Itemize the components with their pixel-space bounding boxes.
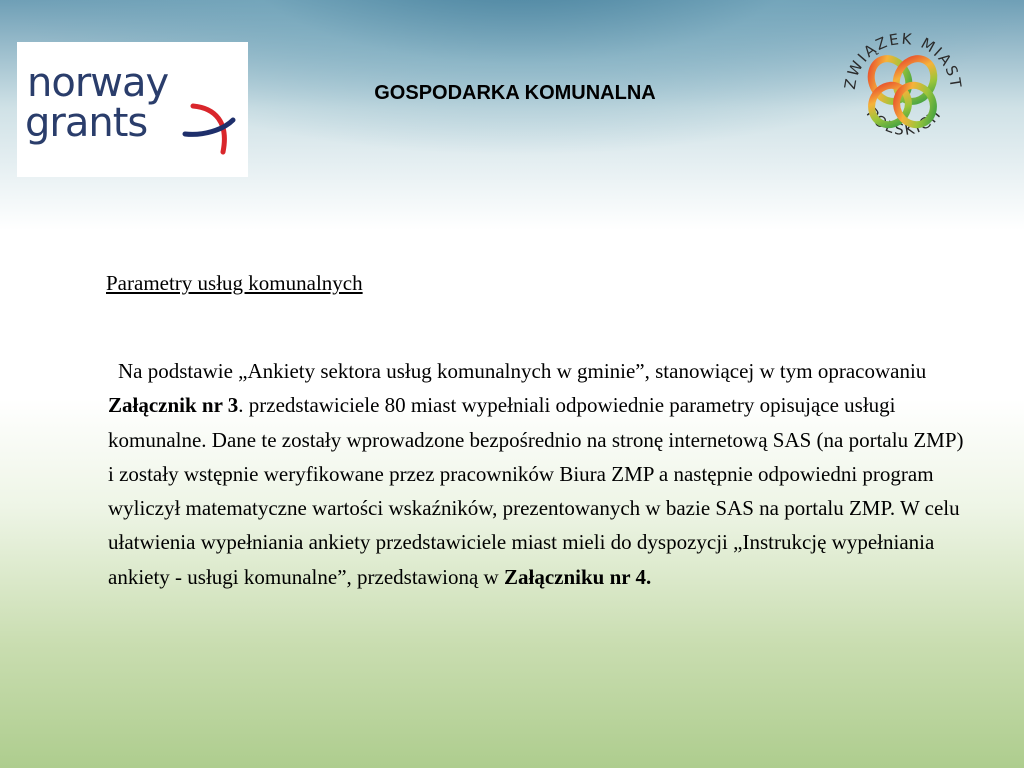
seal-text-top: ZWIĄZEK MIAST (840, 29, 966, 91)
logo-word-grants: grants (25, 100, 148, 146)
logo-word-norway: norway (27, 60, 169, 106)
knot-emblem-icon (864, 52, 940, 130)
body-paragraph (108, 354, 970, 594)
section-subtitle: Parametry usług komunalnych (106, 271, 363, 295)
attachment-3-label: Załącznik nr 3 (108, 393, 239, 418)
attachment-4-label: Załączniku nr 4. (503, 564, 652, 589)
seal-text-bottom: POLSKICH (862, 104, 946, 140)
paragraph-text-1: Na podstawie „Ankiety sektora usług komunalnych w gminie”, stanowiącej w tym opracowaniu (118, 359, 927, 383)
norway-grants-logo (17, 42, 248, 177)
page-title: GOSPODARKA KOMUNALNA (374, 82, 656, 104)
paragraph-text-2: . przedstawiciele 80 miast wypełniali odpowiednie parametry opisujące usługi komunalne. Dane te zostały wprowadzone bezpośrednio na stronę internetową SAS (na portalu ZMP) i zostały wstępnie weryfikowane przez pracowników Biura ZMP a następnie odpowiedni program wyliczył matematyczne wartości wskaźników, prezentowanych w bazie SAS na portalu ZMP. W celu ułatwienia wypełniania ankiety przedstawiciele miast mieli do dyspozycji „Instrukcję wypełniania ankiety - usługi komunalne”, przedstawioną w (108, 393, 964, 589)
zmp-seal (835, 20, 970, 155)
norway-grants-logo-graphic (17, 42, 248, 177)
zmp-logo (835, 20, 970, 155)
